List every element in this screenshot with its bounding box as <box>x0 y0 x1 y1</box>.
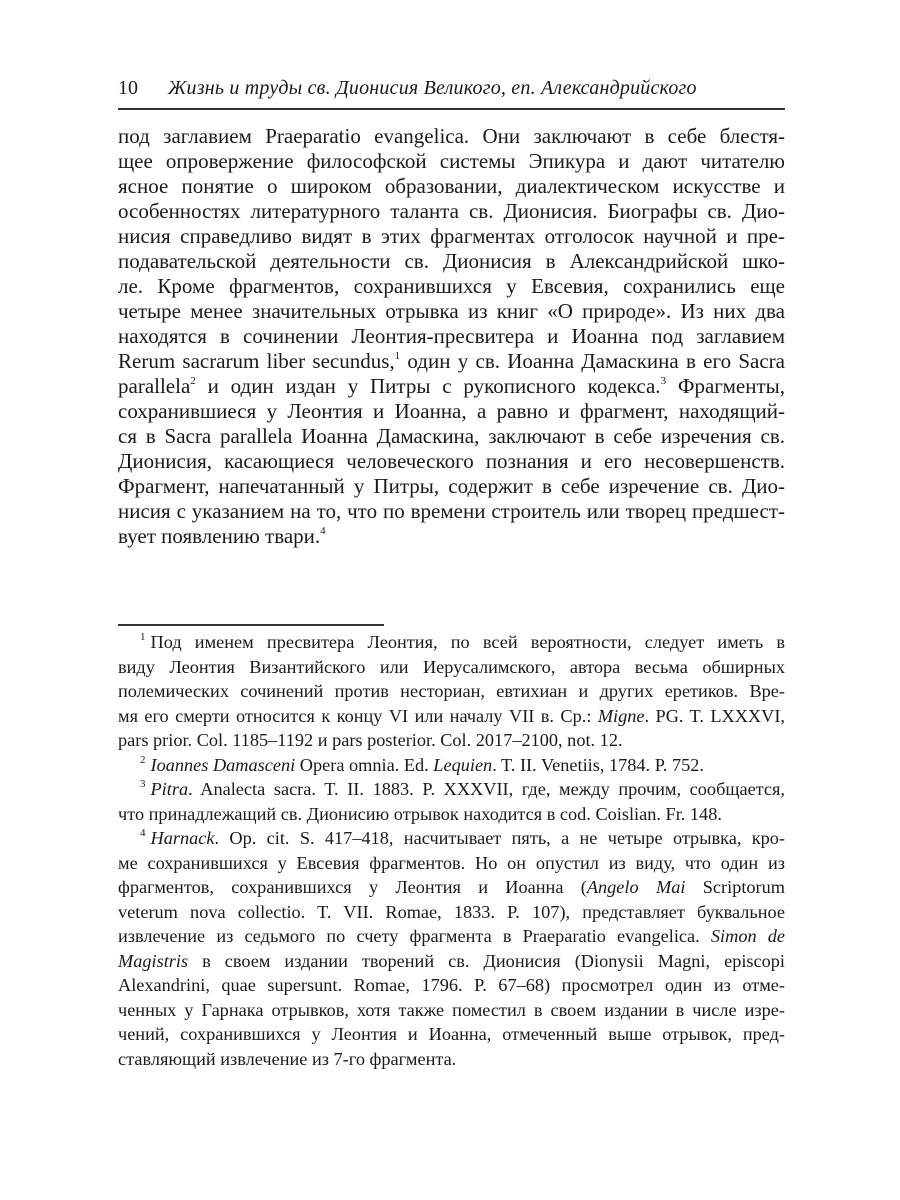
text-span: . T. II. Venetiis, 1784. P. 752. <box>492 754 704 775</box>
text-line: находятся в сочинении Леонтия-пресвитера и Иоанна под заглавием <box>118 324 785 348</box>
text-line: нисия справедливо видят в этих фрагментах отголосок научной и пре- <box>118 224 785 248</box>
page-number: 10 <box>118 77 138 99</box>
text-span: извлечение из седьмого по счету фрагмента в Praeparatio evangelica. <box>118 926 711 946</box>
footnote-1-line: полемических сочинений против несториан, евтихиан и других еретиков. Вре- <box>118 681 785 701</box>
text-line: ле. Кроме фрагментов, сохранившихся у Евсевия, сохранились еще <box>118 274 785 298</box>
text-line <box>118 374 785 399</box>
footnote-separator <box>118 624 384 626</box>
text-line: подавательской деятельности св. Дионисия в Александрийской шко- <box>118 249 785 273</box>
text-span: . Op. cit. S. 417–418, насчитывает пять, а не четыре отрывка, кро- <box>214 828 785 848</box>
footnotes <box>118 630 785 1071</box>
main-text <box>118 124 785 549</box>
footnote-1-line <box>118 630 785 655</box>
footnote-4-line: Alexandrini, quae supersunt. Romae, 1796. P. 67–68) просмотрел один из отме- <box>118 975 785 995</box>
running-title: Жизнь и труды св. Дионисия Великого, еп. Александрийского <box>168 77 697 99</box>
footnote-3-line: что принадлежащий св. Дионисию отрывок находится в cod. Coislian. Fr. 148. <box>118 803 722 824</box>
text-span: мя его смерти относится к концу VI или началу VII в. Ср.: <box>118 705 598 726</box>
text-span: Фрагменты, <box>666 374 786 398</box>
footnote-4-line <box>118 875 785 900</box>
footnote-2-line <box>118 753 785 778</box>
footnote-mark: 1 <box>140 631 146 643</box>
text-span: . PG. T. LXXXVI, <box>644 705 785 726</box>
footnote-mark: 2 <box>140 753 146 766</box>
text-line <box>118 349 785 374</box>
text-span: parallela <box>118 374 191 398</box>
author-name: Harnack <box>150 828 215 848</box>
text-span: в своем издании творений св. Дионисия (Dionysii Magni, episcopi <box>188 950 785 971</box>
footnote-4-line: veterum nova collectio. T. VII. Romae, 1833. P. 107), представляет буквальное <box>118 901 785 922</box>
text-line: нисия с указанием на то, что по времени строитель или творец предшест- <box>118 499 785 523</box>
footnote-4-line <box>118 826 785 851</box>
footnote-1-line: pars prior. Col. 1185–1192 и pars posterior. Col. 2017–2100, not. 12. <box>118 730 623 750</box>
footnote-4-line: ме сохранившихся у Евсевия фрагментов. Но он опустил из виду, что один из <box>118 852 785 873</box>
text-line: ясное понятие о широком образовании, диалектическом искусстве и <box>118 174 785 198</box>
footnote-ref-2[interactable]: 2 <box>190 375 196 387</box>
text-line: сохранившиеся у Леонтия и Иоанна, а равно и фрагмент, находящий- <box>118 399 785 423</box>
author-name: Angelo Mai <box>586 877 686 897</box>
text-line <box>118 524 785 549</box>
text-span: и один издан у Питры с рукописного кодекса. <box>195 374 661 398</box>
footnote-1-line <box>118 704 785 729</box>
text-span: . Analecta sacra. T. II. 1883. P. XXXVII, где, между прочим, сообщается, <box>188 779 785 799</box>
author-name: Simon de <box>710 926 786 946</box>
footnote-3-line <box>118 777 785 802</box>
footnote-4-line <box>118 924 785 949</box>
author-name: Magistris <box>118 950 189 971</box>
text-line: ся в Sacra parallela Иоанна Дамаскина, заключают в себе изречения св. <box>118 424 785 448</box>
text-line: Фрагмент, напечатанный у Питры, содержит в себе изречение св. Дио- <box>118 474 785 498</box>
text-span: Opera omnia. Ed. <box>295 754 434 775</box>
text-span: Rerum sacrarum liber secundus, <box>118 349 395 373</box>
text-line: щее опровержение философской системы Эпикура и дают читателю <box>118 149 785 173</box>
footnote-4-line: ченных у Гарнака отрывков, хотя также поместил в своем издании в числе изре- <box>118 999 785 1020</box>
text-line: четыре менее значительных отрывка из книг «О природе». Из них два <box>118 299 785 323</box>
footnote-ref-4[interactable]: 4 <box>320 525 326 537</box>
text-span: один у св. Иоанна Дамаскина в его Sacra <box>400 349 785 373</box>
text-span: Под именем пресвитера Леонтия, по всей вероятности, следует иметь в <box>150 632 785 652</box>
text-line: Дионисия, касающиеся человеческого познания и его несовершенств. <box>118 449 785 473</box>
text-line: под заглавием Praeparatio evangelica. Они заключают в себе блестя- <box>118 124 785 148</box>
author-name: Pitra <box>150 779 189 799</box>
footnote-mark: 3 <box>140 778 146 790</box>
footnote-4-line: чений, сохранившихся у Леонтия и Иоанна, отмеченный выше отрывок, пред- <box>118 1024 785 1044</box>
footnote-4-line <box>118 949 785 974</box>
footnote-1-line: виду Леонтия Византийского или Иерусалимского, автора весьма обширных <box>118 656 785 677</box>
text-line: особенностях литературного таланта св. Дионисия. Биографы св. Дио- <box>118 199 785 223</box>
text-span: Scriptorum <box>685 877 785 897</box>
author-name: Ioannes Damasceni <box>150 754 296 775</box>
footnote-4-line: ставляющий извлечение из 7-го фрагмента. <box>118 1048 457 1069</box>
footnote-ref-3[interactable]: 3 <box>660 375 667 387</box>
footnote-mark: 4 <box>140 827 146 839</box>
footnote-ref-1[interactable]: 1 <box>394 350 401 362</box>
running-header <box>118 77 785 105</box>
author-name: Lequien <box>433 754 493 775</box>
text-span: фрагментов, сохранившихся у Леонтия и Иоанна ( <box>118 877 587 897</box>
header-rule <box>118 108 785 110</box>
author-name: Migne <box>597 705 645 726</box>
text-span: вует появлению твари. <box>118 524 321 548</box>
